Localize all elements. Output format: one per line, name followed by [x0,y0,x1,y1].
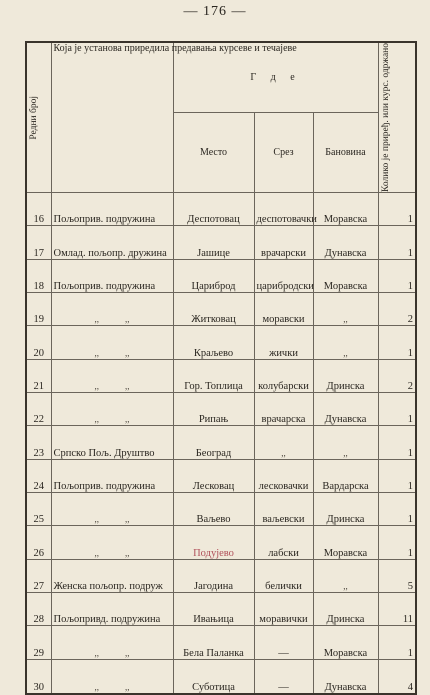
header-count: Колико је приређ. или курс. одржано [378,42,416,192]
ditto-mark: ,, [125,380,130,391]
district-cell: лесковачки [254,459,313,492]
row-number: 16 [26,192,51,225]
institution-cell [51,626,173,659]
ditto-mark: ,, [94,347,99,358]
institution-cell [51,326,173,359]
header-institution: Која је установа приредила предавања курсеве и течајеве [51,42,173,192]
row-number: 26 [26,526,51,559]
banovina-cell: Дунавска [313,659,378,694]
count-cell: 4 [378,659,416,694]
institution-cell [51,359,173,392]
district-cell: моравички [254,592,313,625]
count-cell: 1 [378,259,416,292]
place-cell: Цариброд [173,259,254,292]
institution-cell: Омлад. пољопр. дружина [51,226,173,259]
ditto-mark: ,, [281,447,286,458]
table-row [26,326,416,359]
place-cell: Подујево [173,526,254,559]
place-cell: Суботица [173,659,254,694]
ditto-mark: ,, [125,547,130,558]
place-cell: Краљево [173,326,254,359]
statistics-table [25,41,417,695]
ditto-mark: ,, [343,447,348,458]
table-row [26,259,416,292]
district-cell: белички [254,559,313,592]
banovina-cell: Дунавска [313,226,378,259]
ditto-mark: ,, [343,347,348,358]
institution-cell [51,492,173,525]
institution-cell: Женска пољопр. подруж [51,559,173,592]
banovina-cell: Моравска [313,192,378,225]
row-number: 24 [26,459,51,492]
district-cell: жички [254,326,313,359]
header-row-number: Редни број [26,42,51,192]
table-row [26,392,416,425]
page-number: — 176 — [183,4,247,19]
row-number: 30 [26,659,51,694]
count-cell: 1 [378,626,416,659]
ditto-mark: ,, [94,547,99,558]
banovina-cell: Дринска [313,592,378,625]
row-number: 29 [26,626,51,659]
institution-cell: Пољоприв. подружина [51,192,173,225]
table-row [26,592,416,625]
table-row [26,626,416,659]
ditto-mark: ,, [94,514,99,525]
place-cell: Бела Паланка [173,626,254,659]
place-cell: Јагодина [173,559,254,592]
row-number: 19 [26,292,51,325]
table-row [26,226,416,259]
district-cell: лабски [254,526,313,559]
place-cell: Ивањица [173,592,254,625]
ditto-mark: ,, [94,380,99,391]
count-cell: 1 [378,459,416,492]
district-cell [254,426,313,459]
district-cell: — [254,659,313,694]
count-cell: 2 [378,292,416,325]
place-cell: Београд [173,426,254,459]
institution-cell: Пољоприв. подружина [51,259,173,292]
place-cell: Житковац [173,292,254,325]
ditto-mark: ,, [125,647,130,658]
ditto-mark: ,, [125,347,130,358]
count-cell: 1 [378,392,416,425]
institution-cell: Пољопривд. подружина [51,592,173,625]
count-cell: 1 [378,492,416,525]
row-number: 21 [26,359,51,392]
institution-cell [51,659,173,694]
table-row [26,292,416,325]
district-cell: врачарски [254,226,313,259]
ditto-mark: ,, [125,681,130,692]
ditto-mark: ,, [94,647,99,658]
table-row [26,492,416,525]
institution-cell [51,526,173,559]
row-number: 23 [26,426,51,459]
ditto-mark: ,, [94,414,99,425]
banovina-cell [313,426,378,459]
table-row [26,559,416,592]
banovina-cell: Дринска [313,492,378,525]
district-cell: — [254,626,313,659]
banovina-cell: Моравска [313,259,378,292]
banovina-cell [313,326,378,359]
institution-cell [51,292,173,325]
header-where: Г д е [173,42,378,113]
table-row [26,659,416,694]
row-number: 20 [26,326,51,359]
count-cell: 1 [378,326,416,359]
district-cell: деспотовачки [254,192,313,225]
row-number: 25 [26,492,51,525]
place-cell: Деспотовац [173,192,254,225]
institution-cell [51,392,173,425]
ditto-mark: ,, [94,314,99,325]
place-cell: Рипањ [173,392,254,425]
banovina-cell: Моравска [313,626,378,659]
row-number: 17 [26,226,51,259]
table-body [26,192,416,694]
row-number: 22 [26,392,51,425]
banovina-cell: Вардарска [313,459,378,492]
ditto-mark: ,, [125,514,130,525]
banovina-cell [313,559,378,592]
table-row [26,459,416,492]
count-cell: 1 [378,192,416,225]
institution-cell: Српско Пољ. Друштво [51,426,173,459]
place-cell: Лесковац [173,459,254,492]
table-row [26,526,416,559]
count-cell: 2 [378,359,416,392]
place-cell: Ваљево [173,492,254,525]
district-cell: царибродски [254,259,313,292]
district-cell: ваљевски [254,492,313,525]
place-cell: Јашице [173,226,254,259]
place-cell: Гор. Топлица [173,359,254,392]
table-row [26,192,416,225]
ditto-mark: ,, [94,681,99,692]
ditto-mark: ,, [125,314,130,325]
row-number: 28 [26,592,51,625]
banovina-cell: Дринска [313,359,378,392]
district-cell: колубарски [254,359,313,392]
ditto-mark: ,, [125,414,130,425]
district-cell: моравски [254,292,313,325]
table-row [26,359,416,392]
row-number: 27 [26,559,51,592]
ditto-mark: ,, [343,580,348,591]
count-cell: 5 [378,559,416,592]
banovina-cell: Дунавска [313,392,378,425]
row-number: 18 [26,259,51,292]
header-banovina: Бановина [313,113,378,193]
count-cell: 1 [378,426,416,459]
ditto-mark: ,, [343,314,348,325]
header-place: Место [173,113,254,193]
district-cell: врачарска [254,392,313,425]
table-row [26,426,416,459]
banovina-cell: Моравска [313,526,378,559]
count-cell: 11 [378,592,416,625]
count-cell: 1 [378,226,416,259]
count-cell: 1 [378,526,416,559]
banovina-cell [313,292,378,325]
header-district: Срез [254,113,313,193]
institution-cell: Пољоприв. подружина [51,459,173,492]
